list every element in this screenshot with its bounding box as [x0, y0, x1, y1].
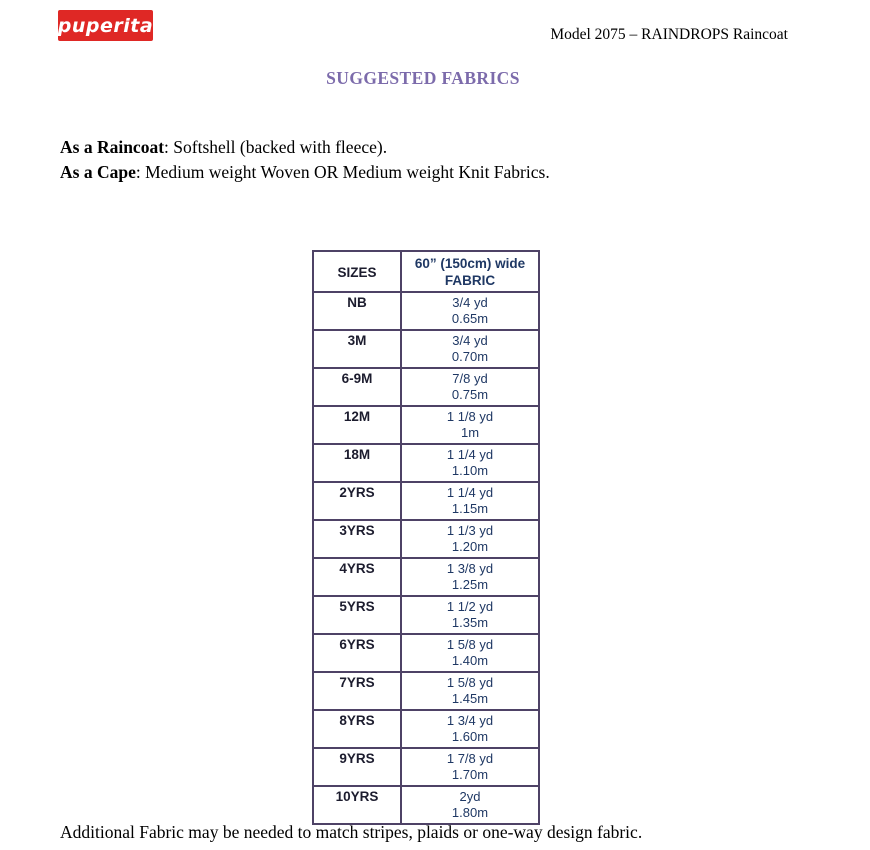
size-cell: 8YRS: [313, 710, 401, 748]
fabric-yd-value: 1 5/8 yd: [446, 675, 494, 690]
table-row: [313, 520, 539, 558]
fabric-yd-value: 1 5/8 yd: [446, 637, 494, 652]
fabric-amount-cell: [401, 520, 539, 558]
intro-label-cape: As a Cape: [60, 161, 136, 182]
size-cell: NB: [313, 292, 401, 330]
fabric-amount-cell: [401, 330, 539, 368]
fabric-amount-cell: [401, 368, 539, 406]
table-row: [313, 748, 539, 786]
fabric-m-value: 1.40m: [451, 653, 489, 668]
fabric-m-value: 1.35m: [451, 615, 489, 630]
fabric-yd-value: 1 1/2 yd: [446, 599, 494, 614]
table-row: [313, 634, 539, 672]
fabric-amount-cell: [401, 748, 539, 786]
fabric-table-header: [313, 251, 539, 292]
fabric-m-value: 1.25m: [451, 577, 489, 592]
table-row: [313, 710, 539, 748]
size-cell: 18M: [313, 444, 401, 482]
intro-line-raincoat: [60, 135, 550, 160]
size-cell: 7YRS: [313, 672, 401, 710]
fabric-amount-cell: [401, 634, 539, 672]
fabric-m-value: 1.10m: [451, 463, 489, 478]
size-cell: 12M: [313, 406, 401, 444]
intro-rest-raincoat: : Softshell (backed with fleece).: [164, 137, 388, 157]
fabric-column-header: [401, 251, 539, 292]
model-header: Model 2075 – RAINDROPS Raincoat: [550, 26, 788, 43]
size-cell: 6YRS: [313, 634, 401, 672]
fabric-m-value: 1.80m: [451, 805, 489, 820]
fabric-amount-cell: [401, 482, 539, 520]
fabric-amount-cell: [401, 596, 539, 634]
fabric-yd-value: 1 1/8 yd: [446, 409, 494, 424]
fabric-yd-value: 1 7/8 yd: [446, 751, 494, 766]
intro-line-cape: [60, 160, 550, 185]
size-cell: 5YRS: [313, 596, 401, 634]
table-row: [313, 786, 539, 824]
fabric-amount-cell: [401, 710, 539, 748]
fabric-amount-cell: [401, 558, 539, 596]
table-row: [313, 558, 539, 596]
fabric-amount-cell: [401, 292, 539, 330]
fabric-m-value: 1.45m: [451, 691, 489, 706]
fabric-m-value: 1.20m: [451, 539, 489, 554]
size-cell: 3YRS: [313, 520, 401, 558]
table-row: [313, 292, 539, 330]
fabric-yd-value: 1 1/4 yd: [446, 485, 494, 500]
intro-rest-cape: : Medium weight Woven OR Medium weight Knit Fabrics.: [135, 161, 550, 182]
fabric-m-value: 1.60m: [451, 729, 489, 744]
size-cell: 3M: [313, 330, 401, 368]
fabric-requirements-table: [312, 250, 540, 825]
intro-label-raincoat: As a Raincoat: [60, 137, 165, 157]
table-row: [313, 368, 539, 406]
page-title: SUGGESTED FABRICS: [326, 68, 520, 88]
fabric-yd-value: 7/8 yd: [452, 371, 488, 386]
table-row: [313, 406, 539, 444]
fabric-m-value: 1.15m: [451, 501, 489, 516]
fabric-yd-value: 3/4 yd: [452, 333, 488, 348]
fabric-amount-cell: [401, 786, 539, 824]
table-row: [313, 482, 539, 520]
size-cell: 10YRS: [313, 786, 401, 824]
fabric-yd-value: 1 1/4 yd: [446, 447, 494, 462]
fabric-m-value: 0.75m: [451, 387, 489, 402]
fabric-m-value: 1.70m: [451, 767, 489, 782]
fabric-yd-value: 2yd: [459, 789, 481, 804]
fabric-header-line2: FABRIC: [444, 273, 496, 288]
fabric-m-value: 0.65m: [451, 311, 489, 326]
fabric-m-value: 1m: [460, 425, 480, 440]
size-cell: 9YRS: [313, 748, 401, 786]
size-cell: 6-9M: [313, 368, 401, 406]
fabric-yd-value: 1 3/8 yd: [446, 561, 494, 576]
header-row: [313, 251, 539, 292]
fabric-yd-value: 3/4 yd: [452, 295, 488, 310]
fabric-m-value: 0.70m: [451, 349, 489, 364]
table-row: [313, 444, 539, 482]
fabric-table-body: [313, 292, 539, 824]
size-cell: 4YRS: [313, 558, 401, 596]
table-row: [313, 330, 539, 368]
sizes-column-header: SIZES: [313, 251, 401, 292]
puperita-logo: [58, 10, 153, 41]
puperita-logo-text: puperita: [57, 14, 154, 37]
intro-text: [60, 135, 550, 184]
fabric-yd-value: 1 3/4 yd: [446, 713, 494, 728]
fabric-amount-cell: [401, 406, 539, 444]
fabric-amount-cell: [401, 444, 539, 482]
fabric-header-line1: 60” (150cm) wide: [414, 256, 526, 271]
fabric-yd-value: 1 1/3 yd: [446, 523, 494, 538]
table-row: [313, 672, 539, 710]
footer-note: Additional Fabric may be needed to match stripes, plaids or one-way design fabric.: [60, 822, 643, 842]
fabric-amount-cell: [401, 672, 539, 710]
size-cell: 2YRS: [313, 482, 401, 520]
table-row: [313, 596, 539, 634]
